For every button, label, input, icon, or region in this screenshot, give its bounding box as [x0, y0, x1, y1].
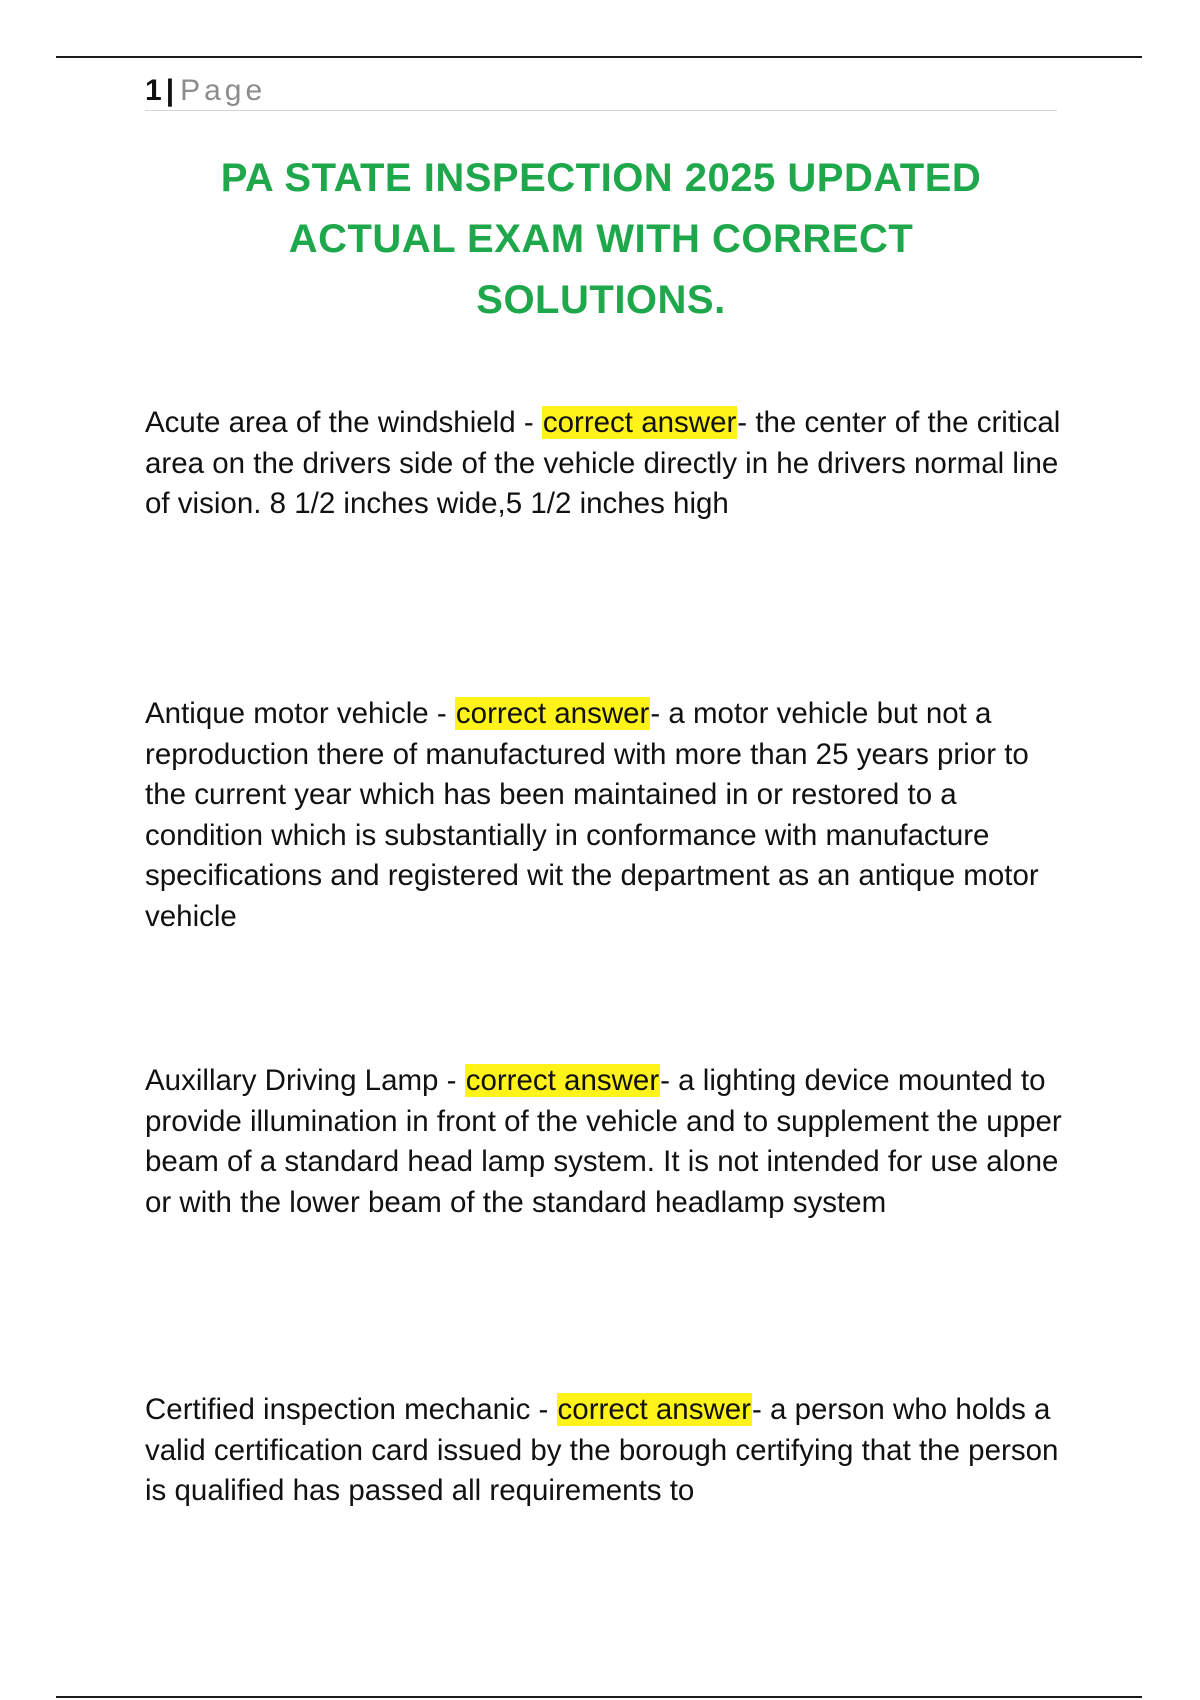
answer-highlight: correct answer	[455, 697, 650, 730]
bottom-rule	[56, 1696, 1142, 1698]
page-header	[145, 72, 1057, 111]
entry-definition: - a person who holds a valid certification card issued by the borough certifying that the person is qualified has passed all requirements to	[145, 1393, 1059, 1507]
answer-highlight: correct answer	[465, 1064, 660, 1097]
entry-definition: - a lighting device mounted to provide illumination in front of the vehicle and to supplement the upper beam of a standard head lamp system. It is not intended for use alone or with the lower beam of the standard headlamp system	[145, 1064, 1062, 1219]
entry-definition: - a motor vehicle but not a reproduction there of manufactured with more than 25 years prior to the current year which has been maintained in or restored to a condition which is substantially in conformance with manufacture specifications and registered wit the department as an antique motor vehicle	[145, 697, 1039, 933]
qa-entry-antique-motor-vehicle	[145, 694, 1065, 937]
qa-entry-auxillary-driving-lamp	[145, 1061, 1065, 1223]
entry-term: Auxillary Driving Lamp -	[145, 1064, 465, 1097]
title-line-3: SOLUTIONS.	[476, 278, 726, 322]
page-number: 1	[145, 74, 162, 107]
document-title	[145, 148, 1057, 331]
entry-term: Certified inspection mechanic -	[145, 1393, 557, 1426]
title-line-1: PA STATE INSPECTION 2025 UPDATED	[220, 156, 982, 200]
entry-term: Antique motor vehicle -	[145, 697, 455, 730]
top-rule	[56, 56, 1142, 58]
page-label: Page	[180, 74, 267, 107]
qa-entry-acute-area	[145, 403, 1065, 525]
entry-definition: - the center of the critical area on the drivers side of the vehicle directly in he drivers normal line of vision. 8 1/2 inches wide,5 1/2 inches high	[145, 406, 1061, 520]
title-line-2: ACTUAL EXAM WITH CORRECT	[288, 217, 914, 261]
entry-term: Acute area of the windshield -	[145, 406, 542, 439]
answer-highlight: correct answer	[557, 1393, 751, 1426]
qa-entry-certified-inspection-mechanic	[145, 1390, 1065, 1512]
answer-highlight: correct answer	[542, 406, 737, 439]
page-separator: |	[165, 74, 175, 107]
